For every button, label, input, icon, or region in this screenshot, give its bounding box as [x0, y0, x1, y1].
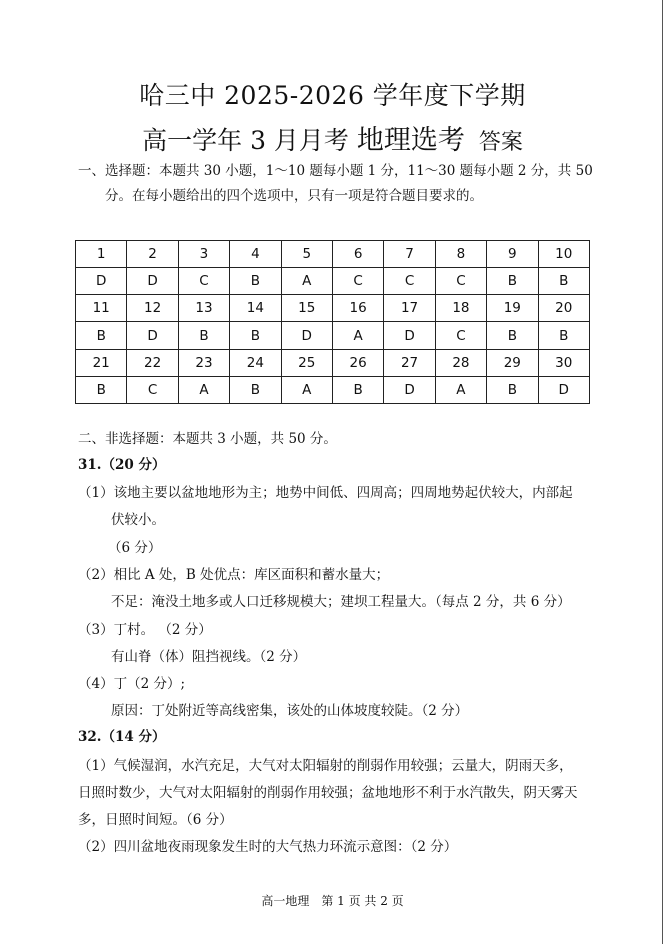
- q31-part2-line1: （2）相比 A 处，B 处优点：库区面积和蓄水量大；: [78, 567, 390, 583]
- answer-cell: B: [487, 268, 538, 295]
- question-number-cell: 14: [230, 295, 281, 322]
- question-number-cell: 13: [178, 295, 229, 322]
- answer-table-row: [76, 322, 590, 349]
- answer-cell: B: [76, 376, 127, 403]
- question-number-cell: 10: [538, 241, 589, 268]
- question-number-cell: 23: [178, 349, 229, 376]
- answer-cell: A: [281, 268, 332, 295]
- section2-intro: 二、非选择题：本题共 3 小题，共 50 分。: [78, 431, 337, 447]
- question-number-cell: 28: [435, 349, 486, 376]
- q31-part1-line1: （1）该地主要以盆地地形为主；地势中间低、四周高；四周地势起伏较大，内部起: [78, 485, 573, 501]
- section1-instruction-line1: 一、选择题：本题共 30 小题，1～10 题每小题 1 分，11～30 题每小题 2 分，共 50: [78, 163, 593, 179]
- question-number-cell: 22: [127, 349, 178, 376]
- answer-cell: B: [230, 268, 281, 295]
- q32-part1-line2: 日照时数少，大气对太阳辐射的削弱作用较强；盆地地形不利于水汽散失，阴天雾天: [78, 785, 578, 801]
- question-number-cell: 27: [384, 349, 435, 376]
- answer-cell: A: [281, 376, 332, 403]
- q31-heading: 31.（20 分）: [78, 457, 166, 473]
- answer-table-row: [76, 241, 590, 268]
- question-number-cell: 1: [76, 241, 127, 268]
- question-number-cell: 24: [230, 349, 281, 376]
- exam-title-suffix: 答案: [478, 130, 523, 155]
- answer-cell: D: [384, 322, 435, 349]
- answer-cell: C: [127, 376, 178, 403]
- q31-part1-line2: 伏较小。: [111, 512, 165, 528]
- question-number-cell: 15: [281, 295, 332, 322]
- question-number-cell: 16: [332, 295, 383, 322]
- answer-table-row: [76, 295, 590, 322]
- question-number-cell: 6: [332, 241, 383, 268]
- section1-instruction-line2: 分。在每小题给出的四个选项中，只有一项是符合题目要求的。: [105, 188, 483, 204]
- answer-cell: C: [384, 268, 435, 295]
- answer-cell: D: [281, 322, 332, 349]
- question-number-cell: 12: [127, 295, 178, 322]
- q32-part1-line3: 多，日照时间短。（6 分）: [78, 812, 233, 828]
- answer-cell: C: [435, 322, 486, 349]
- answer-cell: A: [435, 376, 486, 403]
- answer-cell: B: [230, 376, 281, 403]
- exam-title-main: 高一学年 3 月月考: [142, 126, 349, 155]
- exam-title-subject: 地理选考: [356, 125, 465, 156]
- answer-table-row: [76, 376, 590, 403]
- question-number-cell: 11: [76, 295, 127, 322]
- answer-table: [75, 240, 590, 404]
- exam-title-line1: 哈三中 2025-2026 学年度下学期: [139, 81, 526, 110]
- question-number-cell: 29: [487, 349, 538, 376]
- question-number-cell: 3: [178, 241, 229, 268]
- question-number-cell: 5: [281, 241, 332, 268]
- question-number-cell: 4: [230, 241, 281, 268]
- answer-cell: D: [76, 268, 127, 295]
- answer-cell: B: [538, 322, 589, 349]
- answer-cell: D: [127, 268, 178, 295]
- answer-cell: A: [178, 376, 229, 403]
- q31-part4-line1: （4）丁（2 分）;: [78, 676, 186, 692]
- answer-cell: B: [487, 322, 538, 349]
- question-number-cell: 8: [435, 241, 486, 268]
- q31-part1-score: （6 分）: [108, 540, 162, 556]
- question-number-cell: 2: [127, 241, 178, 268]
- q31-part3-line1: （3）丁村。 （2 分）: [78, 622, 212, 638]
- answer-cell: C: [178, 268, 229, 295]
- answer-cell: B: [487, 376, 538, 403]
- answer-table-row: [76, 268, 590, 295]
- question-number-cell: 21: [76, 349, 127, 376]
- q31-part2-line2: 不足：淹没土地多或人口迁移规模大；建坝工程量大。（每点 2 分，共 6 分）: [111, 594, 571, 610]
- q31-part4-line2: 原因：丁处附近等高线密集，该处的山体坡度较陡。（2 分）: [111, 703, 469, 719]
- question-number-cell: 19: [487, 295, 538, 322]
- question-number-cell: 26: [332, 349, 383, 376]
- answer-cell: C: [332, 268, 383, 295]
- answer-cell: A: [332, 322, 383, 349]
- answer-cell: D: [538, 376, 589, 403]
- answer-cell: B: [230, 322, 281, 349]
- question-number-cell: 18: [435, 295, 486, 322]
- question-number-cell: 30: [538, 349, 589, 376]
- answer-cell: B: [332, 376, 383, 403]
- answer-cell: B: [76, 322, 127, 349]
- answer-cell: B: [178, 322, 229, 349]
- question-number-cell: 20: [538, 295, 589, 322]
- exam-title-line2: [0, 118, 665, 157]
- question-number-cell: 25: [281, 349, 332, 376]
- question-number-cell: 17: [384, 295, 435, 322]
- answer-cell: D: [127, 322, 178, 349]
- answer-cell: C: [435, 268, 486, 295]
- q32-part1-line1: （1）气候湿润，水汽充足，大气对太阳辐射的削弱作用较强；云量大，阴雨天多，: [78, 758, 573, 774]
- question-number-cell: 9: [487, 241, 538, 268]
- answer-table-row: [76, 349, 590, 376]
- q32-heading: 32.（14 分）: [78, 729, 166, 745]
- answer-cell: D: [384, 376, 435, 403]
- page-footer: 高一地理 第 1 页 共 2 页: [261, 894, 404, 908]
- question-number-cell: 7: [384, 241, 435, 268]
- q32-part2-line1: （2）四川盆地夜雨现象发生时的大气热力环流示意图：（2 分）: [78, 839, 458, 855]
- answer-cell: B: [538, 268, 589, 295]
- q31-part3-line2: 有山脊（体）阻挡视线。（2 分）: [111, 649, 307, 665]
